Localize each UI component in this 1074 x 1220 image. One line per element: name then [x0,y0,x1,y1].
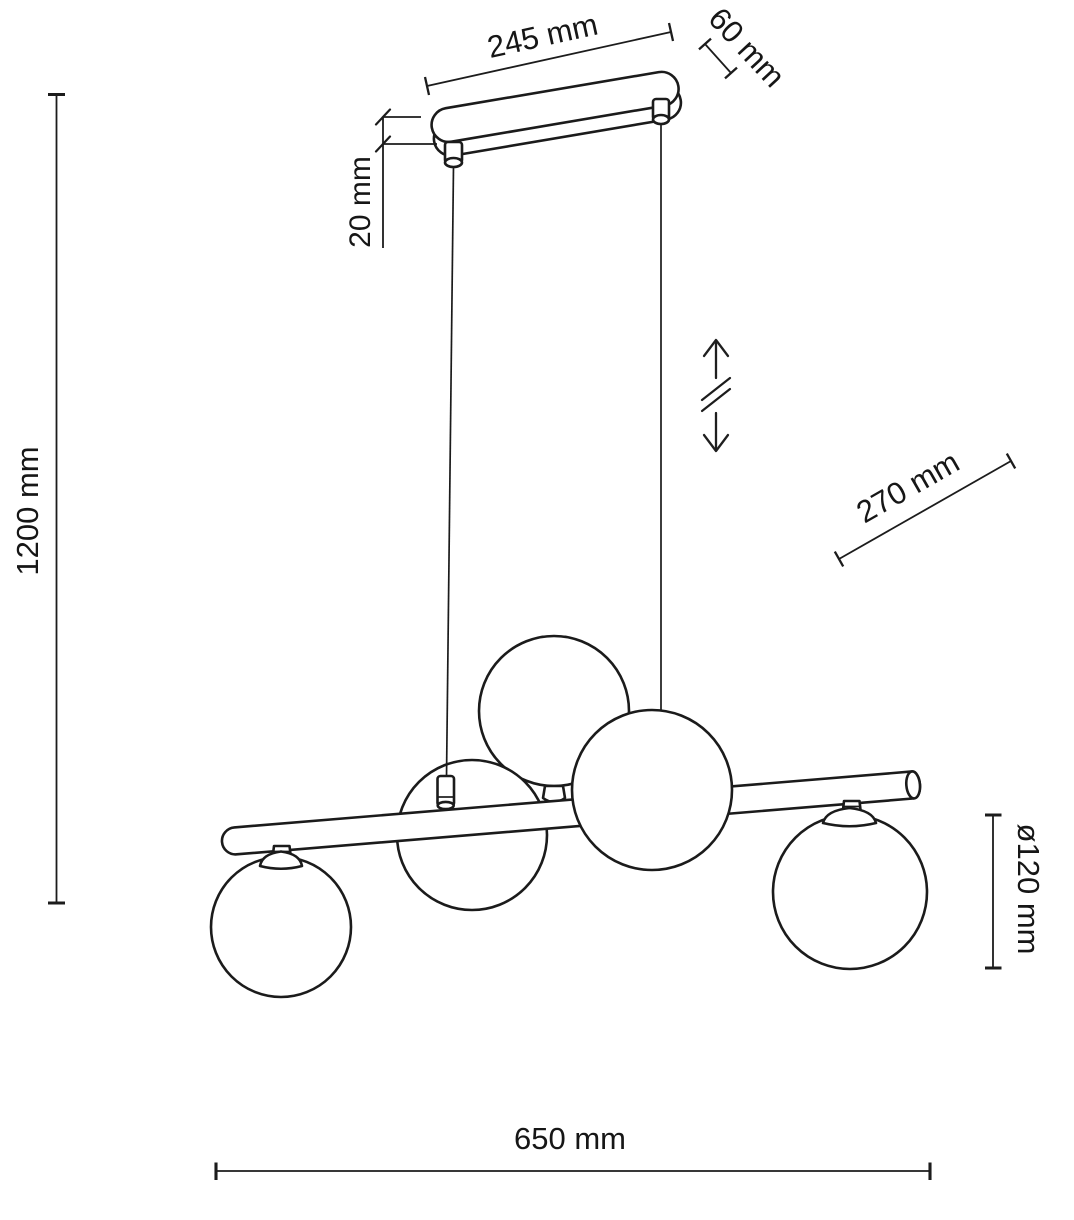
dimension-label-cord-section: 270 mm [850,444,966,530]
dimension-label-fixture-length: 650 mm [514,1121,626,1157]
dimension-label-total-height: 1200 mm [10,446,46,576]
cable-holder [438,776,455,809]
dimension-fixture-length [216,1121,930,1180]
globe-mount-left [260,852,302,869]
dimension-cord-section [835,444,1015,566]
glass-globe-bottom-right [773,815,927,969]
dimension-label-globe-diameter: ø120 mm [1010,823,1046,955]
canopy-mount-plate [429,69,684,158]
glass-globe-front [572,710,732,870]
dimension-canopy-drop [344,110,437,249]
glass-globe-bottom-left [211,857,351,997]
dimension-canopy-depth [699,1,792,94]
tube-end-cap [905,771,921,799]
dimension-label-canopy-width: 245 mm [484,6,601,65]
globe-mount-right [823,808,876,826]
globe-assembly-bottom-right [773,801,927,969]
globe-assembly-bottom-left [211,846,351,997]
dimension-total-height [10,95,65,904]
dimension-label-canopy-depth: 60 mm [701,0,792,95]
height-adjustable-icon [702,340,730,451]
cable-gland-left [445,142,462,167]
cable-gland-right [653,99,669,124]
dimension-label-canopy-drop: 20 mm [343,156,377,248]
dimension-globe-diameter [985,815,1046,968]
suspension-cable-left [447,166,454,778]
